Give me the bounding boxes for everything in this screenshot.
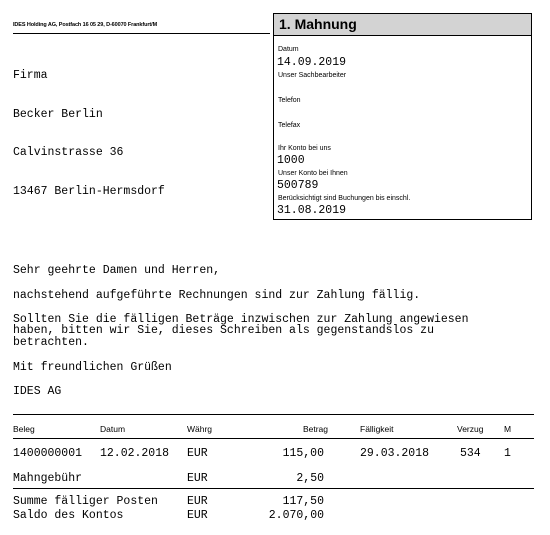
reminder-title: 1. Mahnung	[274, 14, 531, 36]
reminder-info-box	[273, 13, 532, 220]
col-header-date: Datum	[100, 424, 126, 434]
recipient-line: Calvinstrasse 36	[13, 146, 124, 159]
table-top-rule	[13, 414, 534, 415]
col-header-currency: Währg	[187, 424, 213, 434]
col-header-delay: Verzug	[457, 424, 484, 434]
col-header-level: M	[504, 424, 512, 434]
row-doc: 1400000001	[13, 447, 83, 460]
sender-address: IDES Holding AG, Postfach 16 05 29, D-60070 Frankfurt/M	[13, 22, 158, 28]
postings-label: Berücksichtigt sind Buchungen bis einschl.	[278, 195, 411, 202]
col-header-amount: Betrag	[302, 424, 328, 434]
intro-paragraph: nachstehend aufgeführte Rechnungen sind zur Zahlung fällig.	[13, 289, 421, 302]
salutation: Sehr geehrte Damen und Herren,	[13, 264, 221, 277]
total-due-label: Summe fälliger Posten	[13, 495, 158, 508]
fax-label: Telefax	[278, 122, 301, 129]
notice-paragraph-line: betrachten.	[13, 336, 89, 349]
fee-label: Mahngebühr	[13, 472, 83, 485]
balance-currency: EUR	[187, 509, 208, 522]
sender-divider	[13, 33, 270, 34]
our-account-label: Unser Konto bei Ihnen	[278, 170, 348, 177]
recipient-line: Firma	[13, 69, 48, 82]
col-header-doc: Beleg	[13, 424, 35, 434]
table-header-rule	[13, 438, 534, 439]
col-header-due: Fälligkeit	[360, 424, 394, 434]
row-delay: 534	[460, 447, 481, 460]
total-due-amount: 117,50	[282, 495, 324, 508]
fee-amount: 2,50	[296, 472, 324, 485]
clerk-label: Unser Sachbearbeiter	[278, 72, 347, 79]
row-date: 12.02.2018	[100, 447, 170, 460]
table-totals-rule	[13, 488, 534, 489]
row-due: 29.03.2018	[360, 447, 430, 460]
account-with-us-value: 1000	[277, 154, 305, 167]
postings-value: 31.08.2019	[277, 204, 347, 217]
recipient-address	[13, 43, 165, 210]
row-currency: EUR	[187, 447, 208, 460]
notice-paragraph-line: haben, bitten wir Sie, dieses Schreiben als gegenstandslos zu	[13, 324, 434, 337]
recipient-line: Becker Berlin	[13, 107, 103, 121]
closing: Mit freundlichen Grüßen	[13, 361, 172, 374]
total-due-currency: EUR	[187, 495, 208, 508]
signature: IDES AG	[13, 385, 62, 398]
row-amount: 115,00	[282, 447, 324, 460]
notice-paragraph-line: Sollten Sie die fälligen Beträge inzwischen zur Zahlung angewiesen	[13, 313, 469, 326]
recipient-line: 13467 Berlin-Hermsdorf	[13, 184, 165, 198]
balance-amount: 2.070,00	[268, 509, 324, 522]
account-with-us-label: Ihr Konto bei uns	[278, 145, 331, 152]
balance-label: Saldo des Kontos	[13, 509, 124, 522]
fee-currency: EUR	[187, 472, 208, 485]
phone-label: Telefon	[278, 97, 301, 104]
row-level: 1	[504, 447, 511, 460]
our-account-value: 500789	[277, 179, 319, 192]
date-label: Datum	[278, 46, 299, 53]
date-value: 14.09.2019	[277, 56, 347, 69]
